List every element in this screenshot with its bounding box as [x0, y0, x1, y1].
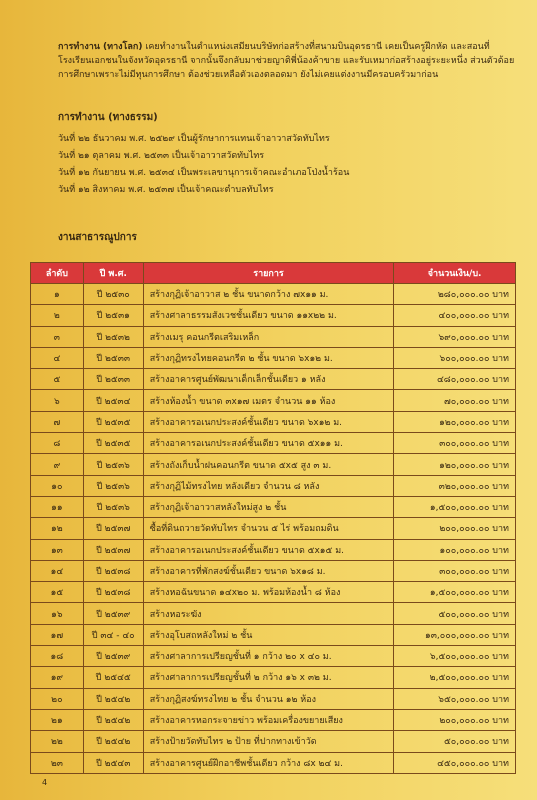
page-number: 4 — [42, 778, 48, 787]
column-header-amount: จำนวนเงิน/บ. — [394, 263, 516, 284]
row-number: ๗ — [31, 411, 84, 432]
row-amount: ๑,๕๐๐,๐๐๐.๐๐ บาท — [394, 496, 516, 517]
row-year: ปี ๒๕๓๘ — [83, 560, 143, 581]
table-row — [31, 390, 516, 411]
row-amount: ๔๕๐,๐๐๐.๐๐ บาท — [394, 752, 516, 773]
row-year: ปี ๒๕๓๖ — [83, 454, 143, 475]
public-works-table — [30, 262, 516, 774]
row-amount: ๑๓,๐๐๐,๐๐๐.๐๐ บาท — [394, 624, 516, 645]
table-row — [31, 582, 516, 603]
table-row — [31, 646, 516, 667]
table-row — [31, 539, 516, 560]
table-row — [31, 347, 516, 368]
row-amount: ๗๐,๐๐๐.๐๐ บาท — [394, 390, 516, 411]
row-amount: ๕๐,๐๐๐.๐๐ บาท — [394, 731, 516, 752]
work-world-paragraph — [58, 40, 520, 82]
row-amount: ๖,๕๐๐,๐๐๐.๐๐ บาท — [394, 646, 516, 667]
row-amount: ๖๐๐,๐๐๐.๐๐ บาท — [394, 347, 516, 368]
public-works-heading: งานสาธารณูปการ — [58, 232, 137, 243]
row-year: ปี ๒๕๓๖ — [83, 496, 143, 517]
row-item: สร้างอาคารอเนกประสงค์ชั้นเดียว ขนาด ๕x๑๕ ม. — [143, 539, 394, 560]
table-row — [31, 731, 516, 752]
row-number: ๒๒ — [31, 731, 84, 752]
row-number: ๑๔ — [31, 560, 84, 581]
row-year: ปี ๒๕๓๙ — [83, 646, 143, 667]
table-row — [31, 624, 516, 645]
work-dharma-section — [58, 110, 520, 199]
row-year: ปี ๒๕๓๕ — [83, 433, 143, 454]
row-number: ๑๕ — [31, 582, 84, 603]
row-year: ปี ๒๕๓๕ — [83, 411, 143, 432]
work-dharma-heading: การทำงาน (ทางธรรม) — [58, 112, 158, 123]
row-amount: ๑๒๐,๐๐๐.๐๐ บาท — [394, 454, 516, 475]
table-row — [31, 326, 516, 347]
row-amount: ๒๐๐,๐๐๐.๐๐ บาท — [394, 518, 516, 539]
row-amount: ๖๕๐,๐๐๐.๐๐ บาท — [394, 688, 516, 709]
row-year: ปี ๒๕๓๒ — [83, 326, 143, 347]
row-amount: ๓๐๐,๐๐๐.๐๐ บาท — [394, 560, 516, 581]
table-row — [31, 475, 516, 496]
table-row — [31, 454, 516, 475]
row-amount: ๒๐๐,๐๐๐.๐๐ บาท — [394, 709, 516, 730]
row-item: สร้างกุฏิไม้ทรงไทย หลังเดียว จำนวน ๘ หลัง — [143, 475, 394, 496]
row-item: สร้างป้ายวัดทับไทร ๒ ป้าย ที่ปากทางเข้าวัด — [143, 731, 394, 752]
work-dharma-list — [58, 131, 520, 199]
row-number: ๑๙ — [31, 667, 84, 688]
row-item: สร้างกุฏิเจ้าอาวาส ๒ ชั้น ขนาดกว้าง ๗x๑๑ ม. — [143, 284, 394, 305]
table-row — [31, 369, 516, 390]
row-number: ๑๐ — [31, 475, 84, 496]
row-number: ๘ — [31, 433, 84, 454]
row-item: สร้างอุโบสถหลังใหม่ ๒ ชั้น — [143, 624, 394, 645]
row-number: ๑๖ — [31, 603, 84, 624]
table-row — [31, 560, 516, 581]
row-year: ปี ๒๕๔๕ — [83, 667, 143, 688]
row-year: ปี ๒๕๔๒ — [83, 731, 143, 752]
row-amount: ๑๐๐,๐๐๐.๐๐ บาท — [394, 539, 516, 560]
row-amount: ๑๒๐,๐๐๐.๐๐ บาท — [394, 411, 516, 432]
row-year: ปี ๒๕๓๔ — [83, 390, 143, 411]
row-item: สร้างศาลาการเปรียญชั้นที่ ๒ กว้าง ๑๖ x ๓๒ ม. — [143, 667, 394, 688]
row-year: ปี ๒๕๔๒ — [83, 688, 143, 709]
row-item: สร้างห้องน้ำ ขนาด ๓x๑๗ เมตร จำนวน ๑๑ ห้อง — [143, 390, 394, 411]
row-item: สร้างกุฏิเจ้าอาวาสหลังใหม่สูง ๒ ชั้น — [143, 496, 394, 517]
row-amount: ๔๐๐,๐๐๐.๐๐ บาท — [394, 305, 516, 326]
work-world-text: เคยทำงานในตำแหน่งเสมียนบริษัทก่อสร้างที่สนามบินอุดรธานี เคยเป็นครูฝึกหัด และสอนที่โรงเรียนเอกชนในจังหวัดอุดรธานี จากนั้นจึงกลับมาช่วยญาติพี่น้องค้าขาย และรับเหมาก่อสร้างอยู่ระยะหนึ่ง ส่วนตัวด้อยการศึกษาเพราะไม่มีทุนการศึกษา ต้องช่วยเหลือตัวเองตลอดมา ยังไม่เคยแต่งงานมีครอบครัวมาก่อน — [58, 42, 515, 80]
row-number: ๕ — [31, 369, 84, 390]
work-dharma-item: วันที่ ๒๑ ตุลาคม พ.ศ. ๒๕๓๓ เป็นเจ้าอาวาสวัดทับไทร — [58, 151, 265, 161]
row-number: ๙ — [31, 454, 84, 475]
row-year: ปี ๒๕๓๓ — [83, 369, 143, 390]
row-year: ปี ๒๕๓๐ — [83, 284, 143, 305]
table-row — [31, 433, 516, 454]
row-amount: ๓๐๐,๐๐๐.๐๐ บาท — [394, 433, 516, 454]
row-number: ๑๒ — [31, 518, 84, 539]
row-amount: ๒,๕๐๐,๐๐๐.๐๐ บาท — [394, 667, 516, 688]
row-number: ๒๓ — [31, 752, 84, 773]
row-amount: ๓๒๐,๐๐๐.๐๐ บาท — [394, 475, 516, 496]
row-number: ๑๑ — [31, 496, 84, 517]
row-amount: ๑,๕๐๐,๐๐๐.๐๐ บาท — [394, 582, 516, 603]
row-item: สร้างกุฏิทรงไทยคอนกรีต ๒ ชั้น ขนาด ๖x๑๒ ม. — [143, 347, 394, 368]
row-amount: ๒๘๐,๐๐๐.๐๐ บาท — [394, 284, 516, 305]
row-year: ปี ๒๕๔๓ — [83, 752, 143, 773]
row-year: ปี ๒๕๓๙ — [83, 603, 143, 624]
table-row — [31, 709, 516, 730]
row-year: ปี ๒๕๓๗ — [83, 518, 143, 539]
row-number: ๖ — [31, 390, 84, 411]
table-row — [31, 284, 516, 305]
row-amount: ๖๙๐,๐๐๐.๐๐ บาท — [394, 326, 516, 347]
row-item: สร้างกุฏิสงฆ์ทรงไทย ๒ ชั้น จำนวน ๑๒ ห้อง — [143, 688, 394, 709]
row-year: ปี ๒๕๓๘ — [83, 582, 143, 603]
row-number: ๒๑ — [31, 709, 84, 730]
public-works-section — [58, 230, 520, 245]
row-number: ๒ — [31, 305, 84, 326]
work-world-heading: การทำงาน (ทางโลก) — [58, 42, 143, 52]
row-year: ปี ๓๔ - ๔๐ — [83, 624, 143, 645]
work-dharma-item: วันที่ ๑๒ สิงหาคม พ.ศ. ๒๕๓๗ เป็นเจ้าคณะตำบลทับไทร — [58, 185, 274, 195]
row-item: สร้างหอฉันขนาด ๑๔x๒๐ ม. พร้อมห้องน้ำ ๘ ห้อง — [143, 582, 394, 603]
row-year: ปี ๒๕๓๗ — [83, 539, 143, 560]
row-item: สร้างอาคารอเนกประสงค์ชั้นเดียว ขนาด ๖x๑๒ ม. — [143, 411, 394, 432]
row-item: สร้างถังเก็บน้ำฝนคอนกรีต ขนาด ๕x๕ สูง ๓ ม. — [143, 454, 394, 475]
table-row — [31, 752, 516, 773]
table-row — [31, 603, 516, 624]
row-number: ๔ — [31, 347, 84, 368]
row-item: สร้างเมรุ คอนกรีตเสริมเหล็ก — [143, 326, 394, 347]
row-year: ปี ๒๕๓๓ — [83, 347, 143, 368]
work-dharma-item: วันที่ ๑๒ กันยายน พ.ศ. ๒๕๓๔ เป็นพระเลขานุการเจ้าคณะอำเภอโป่งน้ำร้อน — [58, 168, 350, 178]
table-row — [31, 305, 516, 326]
table-header-row — [31, 263, 516, 284]
row-number: ๑๓ — [31, 539, 84, 560]
table-row — [31, 518, 516, 539]
row-item: สร้างศาลาการเปรียญชั้นที่ ๑ กว้าง ๒๐ x ๔๐ ม. — [143, 646, 394, 667]
row-item: สร้างอาคารหอกระจายข่าว พร้อมเครื่องขยายเสียง — [143, 709, 394, 730]
table-row — [31, 411, 516, 432]
table-row — [31, 688, 516, 709]
column-header-item: รายการ — [143, 263, 394, 284]
row-amount: ๕๐๐,๐๐๐.๐๐ บาท — [394, 603, 516, 624]
row-number: ๑ — [31, 284, 84, 305]
row-number: ๑๘ — [31, 646, 84, 667]
column-header-year: ปี พ.ศ. — [83, 263, 143, 284]
row-amount: ๔๘๐,๐๐๐.๐๐ บาท — [394, 369, 516, 390]
row-item: ซื้อที่ดินถวายวัดทับไทร จำนวน ๕ ไร่ พร้อมถมดิน — [143, 518, 394, 539]
row-year: ปี ๒๕๔๒ — [83, 709, 143, 730]
row-year: ปี ๒๕๓๖ — [83, 475, 143, 496]
work-dharma-item: วันที่ ๒๒ ธันวาคม พ.ศ. ๒๕๒๙ เป็นผู้รักษาการแทนเจ้าอาวาสวัดทับไทร — [58, 134, 330, 144]
table-row — [31, 496, 516, 517]
row-item: สร้างอาคารอเนกประสงค์ชั้นเดียว ขนาด ๕x๑๑ ม. — [143, 433, 394, 454]
row-item: สร้างอาคารศูนย์พัฒนาเด็กเล็กชั้นเดียว ๑ หลัง — [143, 369, 394, 390]
column-header-no: ลำดับ — [31, 263, 84, 284]
table-row — [31, 667, 516, 688]
row-year: ปี ๒๕๓๑ — [83, 305, 143, 326]
row-number: ๑๗ — [31, 624, 84, 645]
row-number: ๒๐ — [31, 688, 84, 709]
row-item: สร้างอาคารศูนย์ฝึกอาชีพชั้นเดียว กว้าง ๘x ๒๔ ม. — [143, 752, 394, 773]
row-item: สร้างอาคารที่พักสงฆ์ชั้นเดียว ขนาด ๖x๑๘ ม. — [143, 560, 394, 581]
work-world-section — [58, 40, 520, 82]
row-item: สร้างศาลาธรรมสังเวชชั้นเดียว ขนาด ๑๑x๒๒ ม. — [143, 305, 394, 326]
row-number: ๓ — [31, 326, 84, 347]
row-item: สร้างหอระฆัง — [143, 603, 394, 624]
